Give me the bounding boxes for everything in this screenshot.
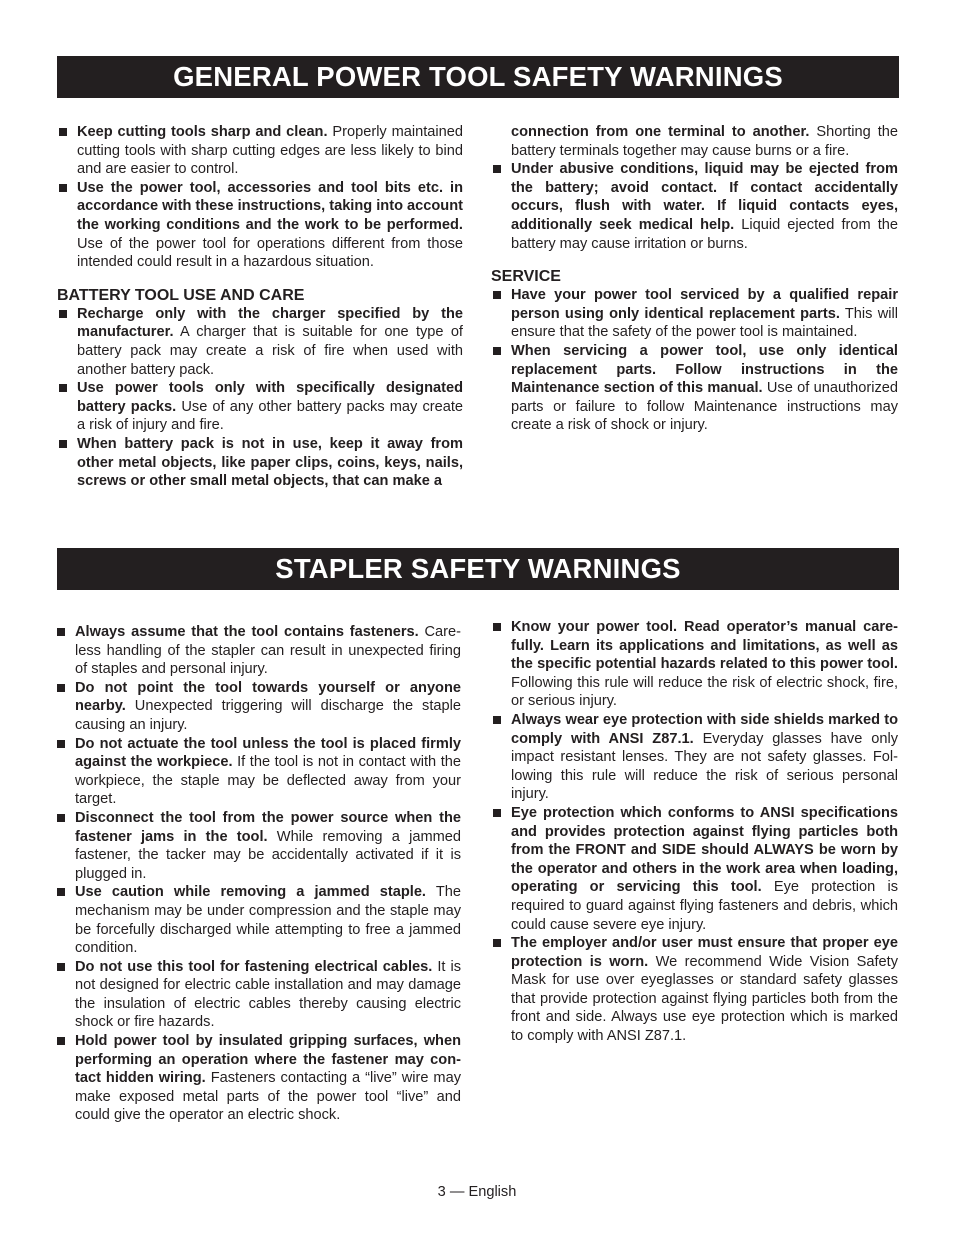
warning-item [55, 958, 461, 1032]
square-bullet-icon [57, 963, 65, 971]
warning-text: The mechanism may be under compression and the staple may be forcefully discharged while attempting to free a jammed condition. [75, 884, 461, 957]
warning-item [57, 123, 463, 179]
warning-text: We recommend Wide Vision Safety Mask for use over eyeglasses or standard safety glasses that provide protection against flying particles both from the front and side. Always use eye protection which is marked to comply with ANSI Z87.1. [511, 953, 898, 1045]
square-bullet-icon [493, 716, 501, 724]
warning-item [55, 883, 461, 957]
warning-bold: Use caution while removing a jammed staple. [75, 884, 426, 901]
warning-text: A charger that is suitable for one type of battery pack may create a risk of fire when used with another battery pack. [77, 324, 463, 378]
warning-text: Use of the power tool for operations different from those intended could result in a hazardous situation. [77, 235, 463, 271]
warning-text: Use of unauthorized parts or failure to follow Maintenance instructions may create a risk of shock or injury. [511, 380, 898, 434]
general-safety-title: GENERAL POWER TOOL SAFETY WARNINGS [57, 56, 899, 98]
warning-bold: Hold power tool by insulated gripping surfaces, when performing an operation where the fastener may con-tact hidden wiring. [75, 1033, 461, 1087]
warning-item [491, 160, 898, 253]
stapler-right-column [491, 618, 898, 1046]
square-bullet-icon [57, 628, 65, 636]
warning-bold: Under abusive conditions, liquid may be ejected from the battery; avoid contact. If contact accidentally occurs, flush with water. If liquid contacts eyes, additionally seek medical help. [511, 161, 898, 233]
warning-item [55, 623, 461, 679]
square-bullet-icon [59, 384, 67, 392]
warning-bold: When battery pack is not in use, keep it away from other metal objects, like paper clips, coins, keys, nails, screws or other small metal objects, that can make a [77, 435, 463, 490]
warning-bold: Do not use this tool for fastening electrical cables. [75, 958, 433, 975]
warning-text: Fasteners contacting a “live” wire may make exposed metal parts of the power tool “live” and could give the operator an electric shock. [75, 1070, 461, 1124]
square-bullet-icon [59, 440, 67, 448]
warning-item [491, 804, 898, 934]
warning-text: Everyday glasses have only impact resistant lenses. They are not safety glasses. Fol-lowing this rule will reduce the risk of serious personal injury. [511, 730, 898, 803]
warning-bold: Disconnect the tool from the power source when the fastener jams in the tool. [75, 809, 461, 845]
warning-bold: The employer and/or user must ensure that proper eye protection is worn. [511, 935, 898, 970]
warning-bold: Do not point the tool towards yourself or anyone nearby. [75, 679, 461, 715]
stapler-left-column [55, 623, 461, 1125]
square-bullet-icon [493, 809, 501, 817]
square-bullet-icon [59, 184, 67, 192]
stapler-safety-title: STAPLER SAFETY WARNINGS [57, 548, 899, 590]
square-bullet-icon [57, 888, 65, 896]
warning-item [491, 342, 898, 435]
warning-continuation [491, 123, 898, 160]
warning-text: Following this rule will reduce the risk of electric shock, fire, or serious injury. [511, 674, 898, 710]
warning-bold: When servicing a power tool, use only identical replacement parts. Follow instructions in the Maintenance section of this manual. [511, 342, 898, 397]
warning-text: If the tool is not in contact with the workpiece, the staple may be deflected away from your target. [75, 754, 461, 808]
warning-text: Unexpected triggering will discharge the staple causing an injury. [75, 698, 461, 733]
warning-bold: Know your power tool. Read operator’s manual care-fully. Learn its applications and limitations, as well as the specific potential hazards related to this power tool. [511, 619, 898, 673]
warning-item [57, 379, 463, 435]
general-right-column [491, 123, 898, 435]
warning-item [491, 286, 898, 342]
warning-text: While removing a jammed fastener, the tacker may be accidentally activated if it is plugged in. [75, 828, 461, 882]
warning-item [57, 435, 463, 491]
square-bullet-icon [57, 740, 65, 748]
battery-heading: BATTERY TOOL USE AND CARE [57, 286, 305, 304]
warning-text: Shorting the battery terminals together may cause burns or a fire. [511, 124, 898, 159]
square-bullet-icon [493, 347, 501, 355]
square-bullet-icon [493, 165, 501, 173]
warning-text: This will ensure that the safety of the power tool is maintained. [511, 305, 898, 341]
square-bullet-icon [493, 291, 501, 299]
warning-item [55, 735, 461, 809]
warning-item [491, 618, 898, 711]
service-heading: SERVICE [491, 268, 561, 286]
square-bullet-icon [59, 310, 67, 318]
square-bullet-icon [59, 128, 67, 136]
warning-text: Eye protection is required to guard against flying fasteners and debris, which could cause severe eye injury. [511, 879, 898, 933]
warning-item [491, 711, 898, 804]
warning-bold: Use power tools only with specifically designated battery packs. [77, 380, 463, 415]
warning-item [491, 934, 898, 1046]
warning-item [55, 809, 461, 883]
square-bullet-icon [57, 814, 65, 822]
square-bullet-icon [57, 684, 65, 692]
warning-text: Use of any other battery packs may create a risk of injury and fire. [77, 398, 463, 434]
warning-text: Care-less handling of the stapler can result in unexpected firing of staples and personal injury. [75, 624, 461, 678]
warning-bold: connection from one terminal to another. [511, 124, 810, 140]
warning-item [55, 1032, 461, 1125]
warning-bold: Always wear eye protection with side shields marked to comply with ANSI Z87.1. [511, 711, 898, 747]
warning-text: It is not designed for electric cable installation and may damage the insulation of electric cables thereby causing electric shock or fire hazards. [75, 958, 461, 1031]
warning-bold: Have your power tool serviced by a qualified repair person using only identical replacement parts. [511, 287, 898, 322]
warning-text: Liquid ejected from the battery may cause irritation or burns. [511, 216, 899, 252]
warning-bold: Do not actuate the tool unless the tool is placed firmly against the workpiece. [75, 735, 461, 771]
square-bullet-icon [493, 623, 501, 631]
warning-item [55, 679, 461, 735]
warning-bold: Always assume that the tool contains fasteners. [75, 624, 419, 640]
general-left-column [57, 123, 463, 491]
warning-bold: Recharge only with the charger specified by the manufacturer. [77, 305, 463, 341]
warning-bold: Use the power tool, accessories and tool bits etc. in accordance with these instructions, taking into account the working conditions and the work to be performed. [77, 179, 463, 233]
page-footer: 3 — English [437, 1184, 517, 1200]
warning-item [57, 305, 463, 379]
warning-bold: Eye protection which conforms to ANSI specifications and provides protection against flying particles both from the FRONT and SIDE should ALWAYS be worn by the operator and others in the work area when loading, operating or servicing this tool. [511, 804, 898, 896]
warning-bold: Keep cutting tools sharp and clean. [77, 124, 328, 140]
square-bullet-icon [57, 1037, 65, 1045]
warning-item [57, 179, 463, 272]
warning-text: Properly maintained cutting tools with sharp cutting edges are less likely to bind and are easier to control. [77, 124, 463, 178]
square-bullet-icon [493, 939, 501, 947]
